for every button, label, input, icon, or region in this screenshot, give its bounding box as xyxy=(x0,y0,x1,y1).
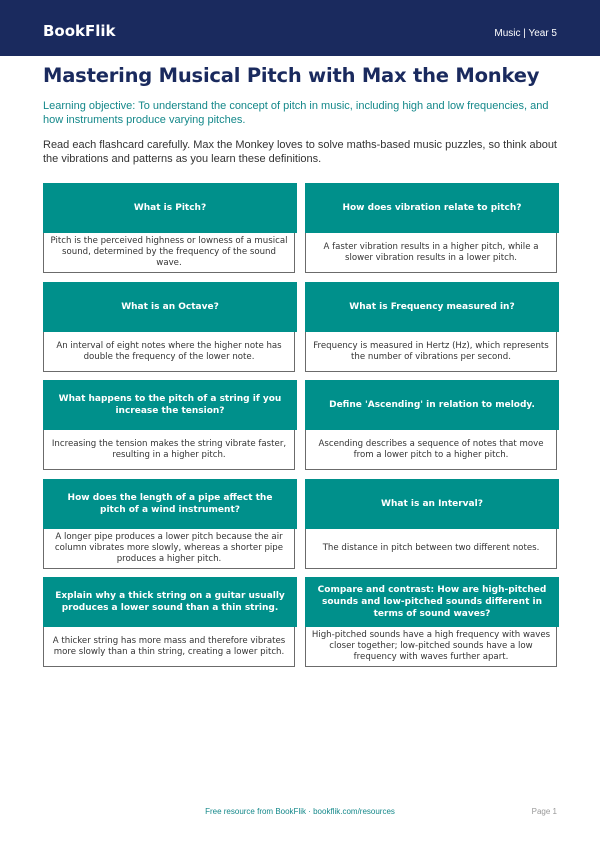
flashcard-question: What happens to the pitch of a string if you increase the tension? xyxy=(43,380,297,430)
page-number: Page 1 xyxy=(531,807,557,816)
flashcard xyxy=(43,282,295,372)
flashcard-question: What is Pitch? xyxy=(43,183,297,233)
flashcard xyxy=(305,183,557,273)
flashcard-answer: Frequency is measured in Hertz (Hz), which represents the number of vibrations per second. xyxy=(313,340,549,362)
flashcard-answer: Increasing the tension makes the string vibrate faster, resulting in a higher pitch. xyxy=(51,438,287,460)
flashcard-answer: High-pitched sounds have a high frequency with waves closer together; low-pitched sounds have a low frequency with waves further apart. xyxy=(311,630,551,662)
flashcard xyxy=(305,282,557,372)
flashcard-answer: An interval of eight notes where the higher note has double the frequency of the lower note. xyxy=(56,340,282,362)
flashcard-question: What is an Interval? xyxy=(305,479,559,529)
flashcard-question: Define 'Ascending' in relation to melody. xyxy=(305,380,559,430)
flashcard-answer: A faster vibration results in a higher pitch, while a slower vibration results in a lower pitch. xyxy=(323,241,539,263)
flashcard xyxy=(43,183,295,273)
flashcard xyxy=(43,479,295,569)
flashcard-question: Compare and contrast: How are high-pitched sounds and low-pitched sounds different in terms of sound waves? xyxy=(305,577,559,627)
flashcard-question: How does vibration relate to pitch? xyxy=(305,183,559,233)
flashcard-answer: A thicker string has more mass and therefore vibrates more slowly than a thin string, creating a lower pitch. xyxy=(52,635,286,657)
flashcard-answer: Ascending describes a sequence of notes that move from a lower pitch to a higher pitch. xyxy=(318,438,544,460)
flashcard-question: What is Frequency measured in? xyxy=(305,282,559,332)
subject-year-label: Music | Year 5 xyxy=(494,28,557,39)
brand-logo: BookFlik xyxy=(43,22,116,40)
flashcard xyxy=(305,380,557,470)
flashcard-question: How does the length of a pipe affect the pitch of a wind instrument? xyxy=(43,479,297,529)
flashcard-question: What is an Octave? xyxy=(43,282,297,332)
flashcard xyxy=(43,577,295,667)
top-bar xyxy=(0,0,600,56)
learning-objective: Learning objective: To understand the concept of pitch in music, including high and low frequencies, and how instruments produce varying pitches. xyxy=(43,100,549,126)
flashcard xyxy=(43,380,295,470)
flashcard xyxy=(305,577,557,667)
flashcard-answer: The distance in pitch between two different notes. xyxy=(322,543,540,553)
footer-link[interactable]: Free resource from BookFlik · bookflik.com/resources xyxy=(205,807,395,816)
flashcard-question: Explain why a thick string on a guitar usually produces a lower sound than a thin string. xyxy=(43,577,297,627)
page-title: Mastering Musical Pitch with Max the Monkey xyxy=(43,64,540,87)
flashcard-answer: Pitch is the perceived highness or lowness of a musical sound, determined by the frequency of the sound wave. xyxy=(50,236,288,268)
flashcard-answer: A longer pipe produces a lower pitch because the air column vibrates more slowly, whereas a shorter pipe produces a higher pitch. xyxy=(54,532,284,564)
intro-text: Read each flashcard carefully. Max the Monkey loves to solve maths-based music puzzles, so think about the vibrations and patterns as you learn these definitions. xyxy=(43,139,557,165)
flashcard xyxy=(305,479,557,569)
